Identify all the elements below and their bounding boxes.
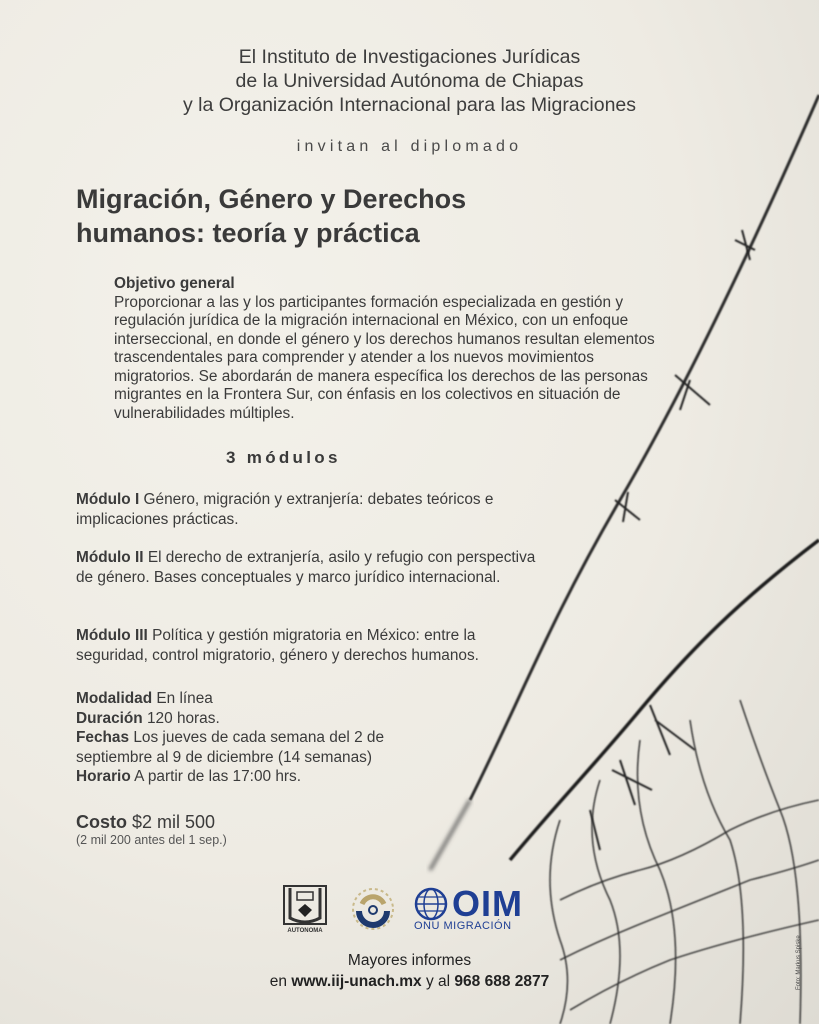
course-details	[76, 689, 396, 787]
cost-label: Costo	[76, 812, 127, 832]
detail-duracion: Duración 120 horas.	[76, 709, 220, 727]
module-2	[76, 548, 546, 588]
svg-text:AUTONOMA: AUTONOMA	[287, 928, 323, 934]
oim-subtitle: ONU MIGRACIÓN	[414, 920, 512, 932]
module-3	[76, 626, 546, 666]
host-line-3: y la Organización Internacional para las Migraciones	[182, 94, 637, 116]
detail-horario: Horario A partir de las 17:00 hrs.	[76, 768, 301, 785]
invite-text: invitan al diplomado	[296, 138, 523, 155]
oim-logo	[414, 883, 523, 932]
detail-modalidad: Modalidad En línea	[76, 690, 213, 707]
title-line-1: Migración, Género y Derechos	[76, 184, 467, 214]
module-3-label: Módulo III	[76, 627, 148, 644]
cost-value: $2 mil 500	[132, 812, 216, 832]
module-2-text: El derecho de extranjería, asilo y refugio con perspectiva de género. Bases conceptuales y marco jurídico internacional.	[76, 549, 536, 586]
logos-row	[278, 884, 523, 934]
iij-unach-logo	[350, 886, 396, 932]
module-3-text: Política y gestión migratoria en México: entre la seguridad, control migratorio, género y derechos humanos.	[76, 627, 479, 664]
objective-heading: Objetivo general	[114, 275, 235, 292]
cost-note: (2 mil 200 antes del 1 sep.)	[76, 833, 227, 847]
contact-info	[0, 950, 819, 992]
contact-line: en www.iij-unach.mx y al 968 688 2877	[269, 973, 550, 990]
diploma-title	[76, 182, 466, 250]
objective-section	[114, 275, 674, 423]
phone-number[interactable]: 968 688 2877	[454, 973, 550, 990]
contact-heading: Mayores informes	[347, 952, 472, 969]
module-2-label: Módulo II	[76, 549, 144, 566]
detail-fechas: Fechas Los jueves de cada semana del 2 de septiembre al 9 de diciembre (14 semanas)	[76, 729, 385, 766]
cost	[76, 812, 215, 833]
title-line-2: humanos: teoría y práctica	[76, 218, 420, 248]
host-line-2: de la Universidad Autónoma de Chiapas	[235, 70, 584, 92]
host-institutions	[0, 45, 819, 117]
module-1-label: Módulo I	[76, 491, 140, 508]
oim-wordmark: OIM	[452, 883, 523, 924]
website-link[interactable]: www.iij-unach.mx	[291, 973, 422, 990]
module-1-text: Género, migración y extranjería: debates teóricos e implicaciones prácticas.	[76, 491, 494, 528]
unach-seal-logo	[278, 884, 332, 934]
host-line-1: El Instituto de Investigaciones Jurídicas	[238, 46, 581, 68]
photo-credit: Foto: Markus Spiske	[796, 935, 802, 990]
modules-heading: 3 módulos	[226, 448, 341, 467]
objective-text: Proporcionar a las y los participantes formación especializada en gestión y regulación jurídica de la migración internacional en México, con un enfoque interseccional, en donde el género y los derechos humanos resultan elementos trascendentales para comprender y atender a los nuevos movimientos migratorios. Se abordarán de manera específica los derechos de las personas migrantes en la Frontera Sur, con énfasis en los colectivos en situación de vulnerabilidades múltiples.	[114, 293, 655, 422]
globe-icon	[414, 887, 448, 921]
module-1	[76, 490, 546, 530]
